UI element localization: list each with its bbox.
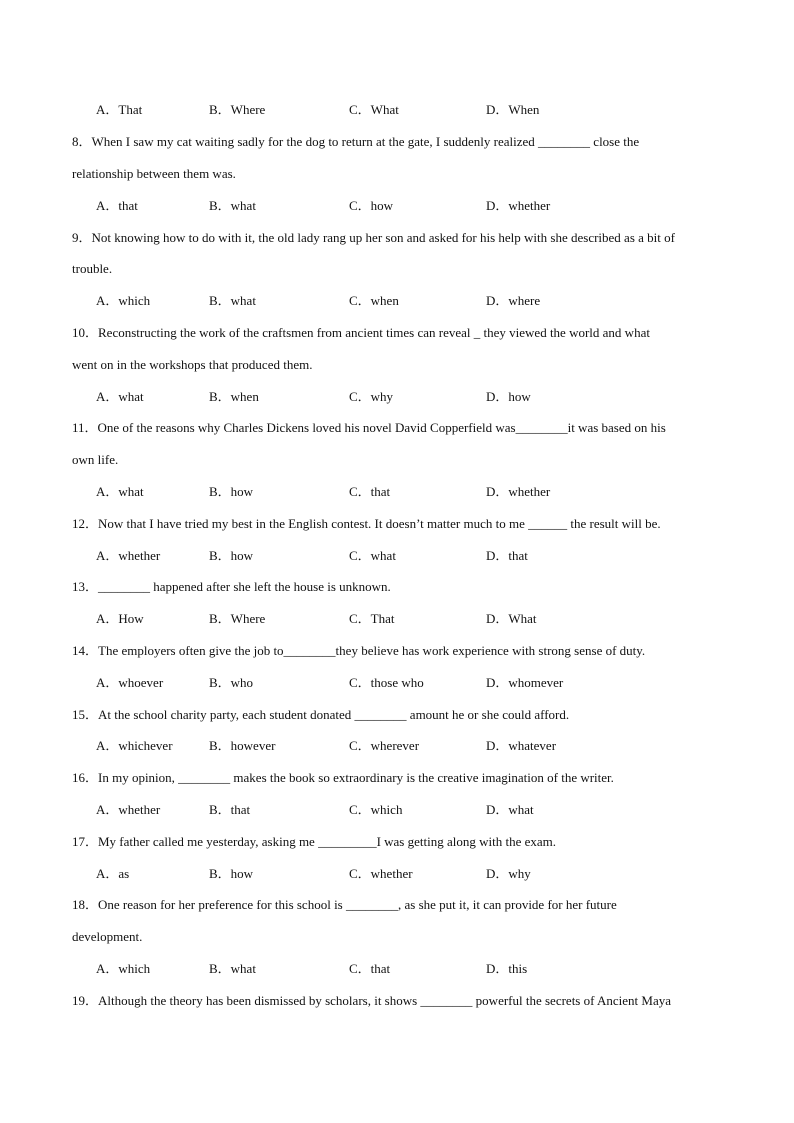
option-d: D．why — [486, 866, 531, 881]
option-d: D．whatever — [486, 738, 557, 753]
options-row — [96, 738, 716, 754]
option-c: C．when — [349, 293, 399, 308]
option-d: D．whether — [486, 198, 551, 213]
question-10-text-cont: went on in the workshops that produced them. — [72, 357, 313, 372]
option-c: C．wherever — [349, 738, 420, 753]
option-d: D．this — [486, 961, 528, 976]
option-c: C．whether — [349, 866, 413, 881]
question-19-text: 19．Although the theory has been dismissed by scholars, it shows ________ powerful the secrets of Ancient Maya — [72, 993, 671, 1008]
options-row — [96, 484, 716, 500]
option-d: D．When — [486, 102, 540, 117]
options-row — [96, 611, 716, 627]
option-c: C．that — [349, 961, 391, 976]
option-b: B．how — [209, 866, 254, 881]
question-11-text: 11．One of the reasons why Charles Dickens loved his novel David Copperfield was________it was based on his — [72, 420, 666, 435]
option-a: A．which — [96, 293, 151, 308]
option-d: D．What — [486, 611, 537, 626]
question-12-text: 12．Now that I have tried my best in the English contest. It doesn’t matter much to me ______ the result will be. — [72, 516, 661, 531]
option-d: D．what — [486, 802, 534, 817]
option-a: A．whichever — [96, 738, 173, 753]
option-a: A．whether — [96, 548, 161, 563]
option-c: C．how — [349, 198, 394, 213]
options-row — [96, 961, 716, 977]
option-b: B．however — [209, 738, 276, 753]
question-18-text: 18．One reason for her preference for this school is ________, as she put it, it can provide for her future — [72, 897, 617, 912]
question-8-text-cont: relationship between them was. — [72, 166, 236, 181]
question-18-text-cont: development. — [72, 929, 143, 944]
option-d: D．whether — [486, 484, 551, 499]
options-row — [96, 802, 716, 818]
option-a: A．whoever — [96, 675, 164, 690]
option-a: A．which — [96, 961, 151, 976]
question-11-text-cont: own life. — [72, 452, 119, 467]
option-a: A．what — [96, 484, 144, 499]
option-d: D．where — [486, 293, 541, 308]
option-b: B．who — [209, 675, 254, 690]
option-b: B．when — [209, 389, 259, 404]
option-a: A．whether — [96, 802, 161, 817]
option-c: C．that — [349, 484, 391, 499]
option-a: A．That — [96, 102, 143, 117]
question-17-text: 17．My father called me yesterday, asking me _________I was getting along with the exam. — [72, 834, 557, 849]
options-row — [96, 548, 716, 564]
options-row — [96, 675, 716, 691]
option-d: D．whomever — [486, 675, 564, 690]
options-row — [96, 102, 716, 118]
option-c: C．why — [349, 389, 394, 404]
option-b: B．Where — [209, 611, 266, 626]
question-9-text: 9．Not knowing how to do with it, the old lady rang up her son and asked for his help with she described as a bit of — [72, 230, 675, 245]
option-b: B．that — [209, 802, 251, 817]
question-16-text: 16．In my opinion, ________ makes the book so extraordinary is the creative imagination of the writer. — [72, 770, 614, 785]
options-row — [96, 389, 716, 405]
question-10-text: 10．Reconstructing the work of the craftsmen from ancient times can reveal _ they viewed the world and what — [72, 325, 650, 340]
question-8-text: 8．When I saw my cat waiting sadly for the dog to return at the gate, I suddenly realized ________ close the — [72, 134, 640, 149]
question-13-text: 13．________ happened after she left the house is unknown. — [72, 579, 391, 594]
option-b: B．what — [209, 198, 256, 213]
option-b: B．what — [209, 961, 256, 976]
option-c: C．those who — [349, 675, 424, 690]
option-a: A．that — [96, 198, 138, 213]
option-d: D．that — [486, 548, 528, 563]
question-9-text-cont: trouble. — [72, 261, 113, 276]
question-15-text: 15．At the school charity party, each student donated ________ amount he or she could afford. — [72, 707, 570, 722]
options-row — [96, 293, 716, 309]
option-c: C．what — [349, 548, 396, 563]
option-b: B．how — [209, 548, 254, 563]
option-b: B．what — [209, 293, 256, 308]
option-a: A．what — [96, 389, 144, 404]
question-14-text: 14．The employers often give the job to________they believe has work experience with strong sense of duty. — [72, 643, 646, 658]
option-b: B．how — [209, 484, 254, 499]
option-a: A．as — [96, 866, 130, 881]
option-b: B．Where — [209, 102, 266, 117]
option-c: C．That — [349, 611, 395, 626]
options-row — [96, 866, 716, 882]
option-d: D．how — [486, 389, 531, 404]
option-a: A．How — [96, 611, 144, 626]
options-row — [96, 198, 716, 214]
option-c: C．which — [349, 802, 403, 817]
option-c: C．What — [349, 102, 399, 117]
